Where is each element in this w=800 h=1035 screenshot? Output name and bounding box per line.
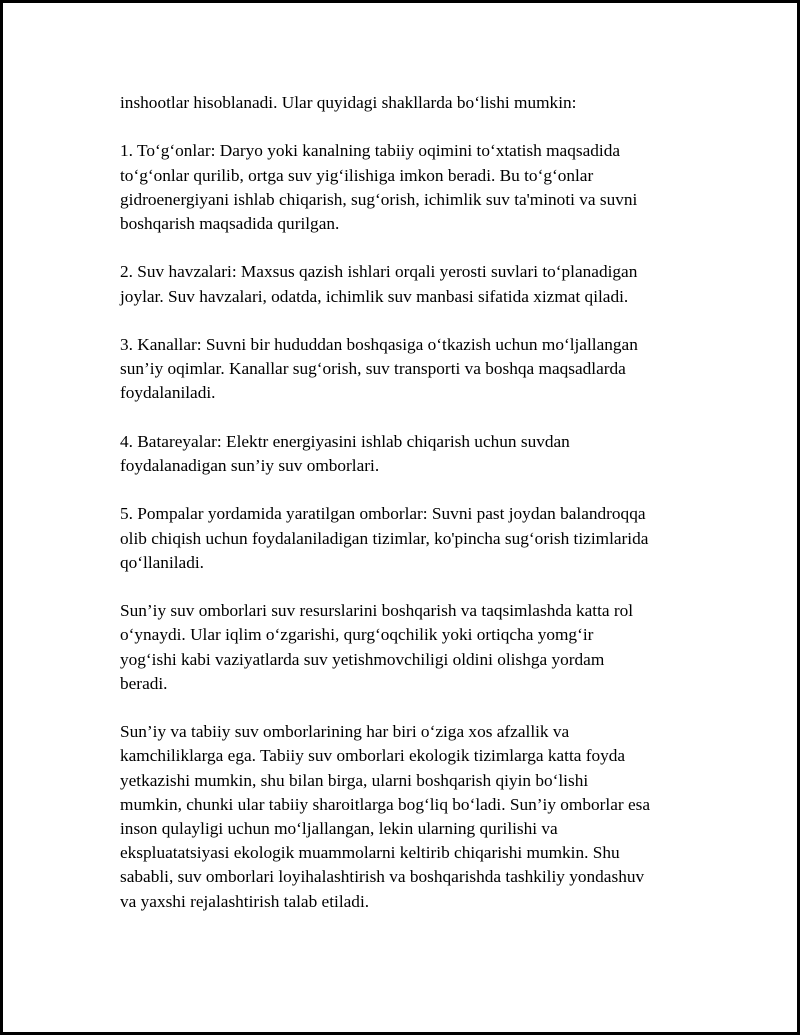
list-item-pump-reservoirs: 5. Pompalar yordamida yaratilgan omborlar: Suvni past joydan balandroqqa olib chiqish uchun foydalaniladigan tizimlar, ko'pincha sug‘orish tizimlarida qo‘llaniladi. [120, 504, 649, 572]
list-item-dams: 1. To‘g‘onlar: Daryo yoki kanalning tabiiy oqimini to‘xtatish maqsadida to‘g‘onlar qurilib, ortga suv yig‘ilishiga imkon beradi. Bu to‘g‘onlar gidroenergiyani ishlab chiqarish, sug‘orish, ichimlik suv ta'minoti va suvni boshqarish maqsadida qurilgan. [120, 141, 638, 233]
list-item-water-basins: 2. Suv havzalari: Maxsus qazish ishlari orqali yerosti suvlari to‘planadigan joylar. Suv havzalari, odatda, ichimlik suv manbasi sifatida xizmat qiladi. [120, 262, 638, 306]
body-paragraph-role: Sun’iy suv omborlari suv resurslarini boshqarish va taqsimlashda katta rol o‘ynaydi. Ular iqlim o‘zgarishi, qurg‘oqchilik yoki ortiqcha yomg‘ir yog‘ishi kabi vaziyatlarda suv yetishmovchiligi oldini olishga yordam beradi. [120, 601, 634, 693]
body-paragraph-comparison: Sun’iy va tabiiy suv omborlarining har biri o‘ziga xos afzallik va kamchiliklarga ega. Tabiiy suv omborlari ekologik tizimlarga katta foyda yetkazishi mumkin, shu bilan birga, ularni boshqarish qiyin bo‘lishi mumkin, chunki ular tabiiy sharoitlarga bog‘liq bo‘ladi. Sun’iy omborlar esa inson qulayligi uchun mo‘ljallangan, lekin ularning qurilishi va ekspluatatsiyasi ekologik muammolarni keltirib chiqarishi mumkin. Shu sababli, suv omborlari loyihalashtirish va boshqarishda tashkiliy yondashuv va yaxshi rejalashtirish talab etiladi. [120, 722, 651, 911]
document-body [120, 91, 720, 938]
list-item-batteries: 4. Batareyalar: Elektr energiyasini ishlab chiqarish uchun suvdan foydalanadigan sun’iy suv omborlari. [120, 431, 570, 475]
list-item-canals: 3. Kanallar: Suvni bir hududdan boshqasiga o‘tkazish uchun mo‘ljallangan sun’iy oqimlar. Kanallar sug‘orish, suv transporti va boshqa maqsadlarda foydalaniladi. [120, 334, 638, 403]
intro-paragraph: inshootlar hisoblanadi. Ular quyidagi shakllarda bo‘lishi mumkin: [120, 93, 577, 112]
